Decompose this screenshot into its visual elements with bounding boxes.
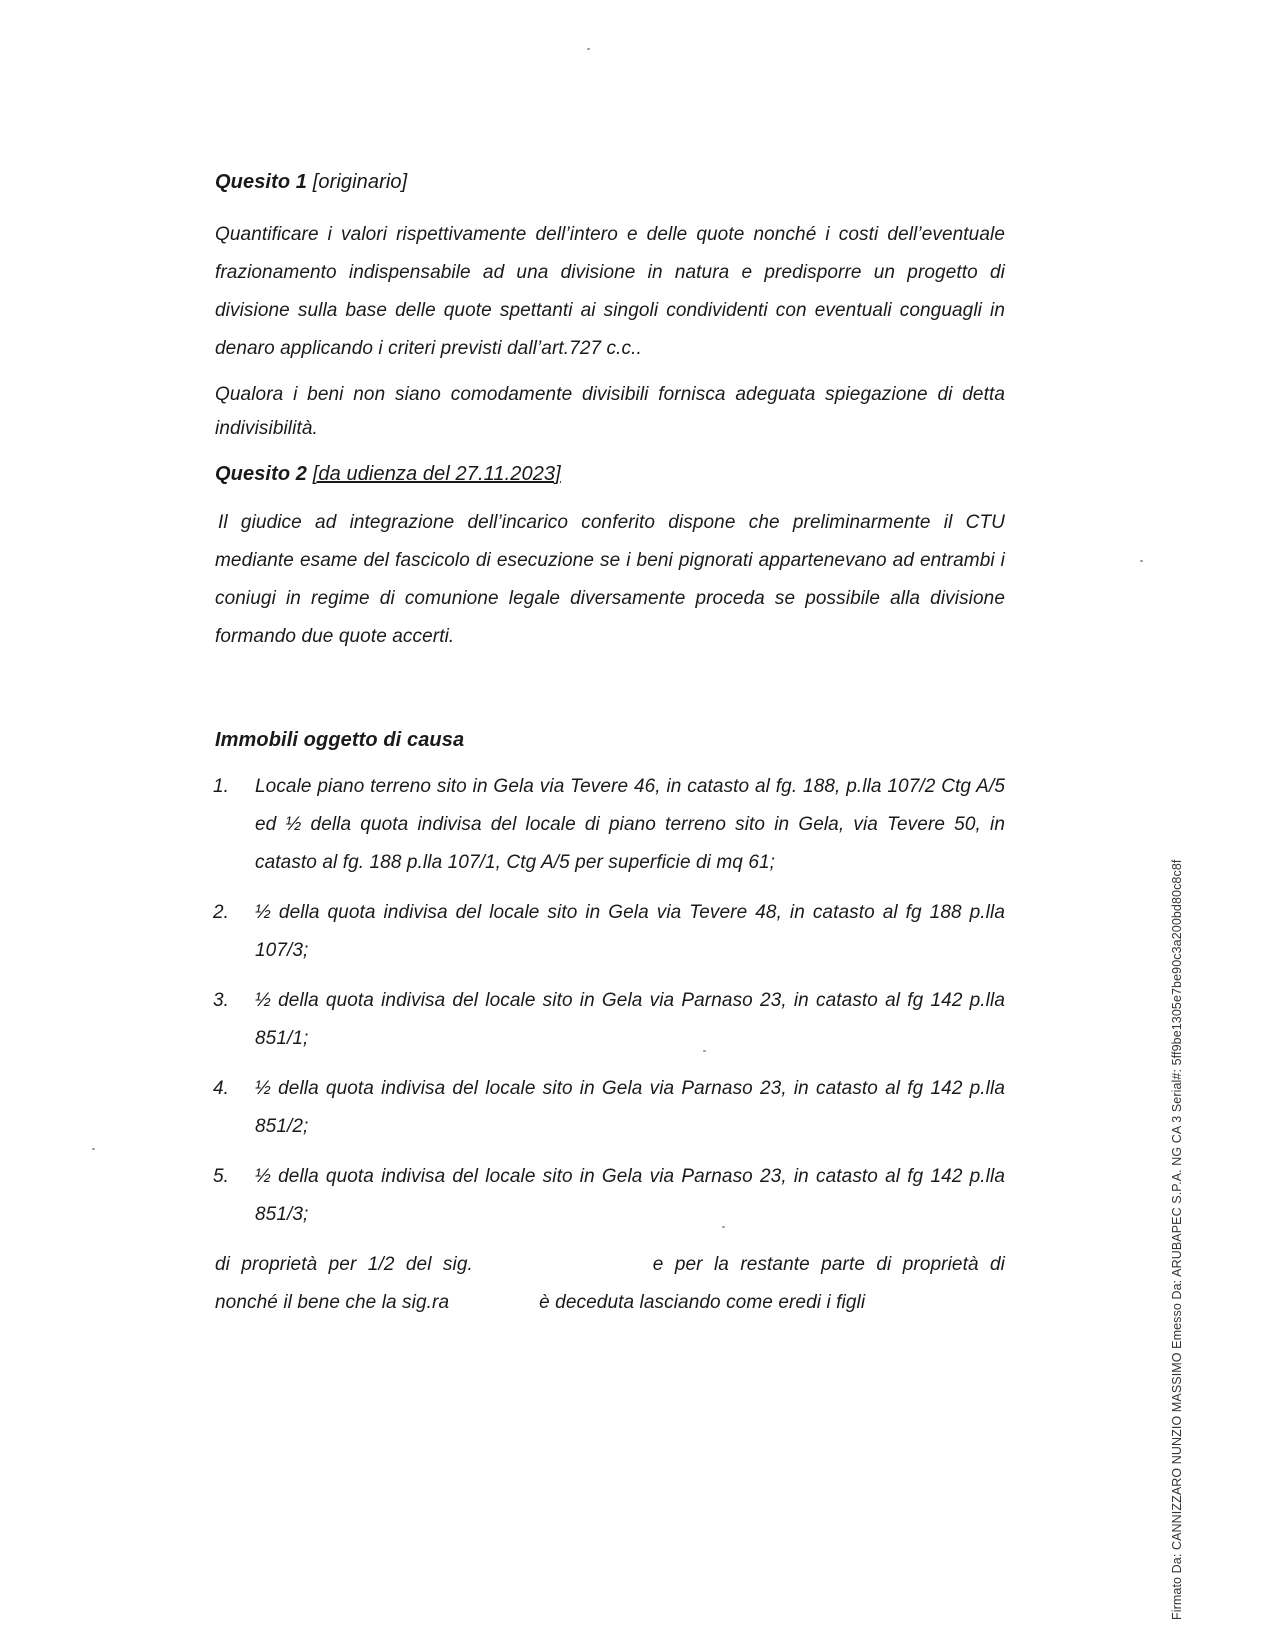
heading-note: [da udienza del 27.11.2023] (312, 463, 561, 485)
heading-note: [originario] (312, 171, 408, 193)
list-item (215, 894, 1005, 970)
item-text: ½ della quota indivisa del locale sito in Gela via Parnaso 23, in catasto al fg 142 p.lla 851/1; (255, 990, 1005, 1049)
closing-line-1 (215, 1246, 1005, 1284)
list-item (215, 982, 1005, 1058)
immobili-list (215, 768, 1005, 1234)
closing-text: di proprietà per 1/2 del sig. (215, 1254, 473, 1275)
quesito-1-paragraph-2: Qualora i beni non siano comodamente divisibili fornisca adeguata spiegazione di detta indivisibilità. (215, 384, 1005, 439)
scan-speck (587, 48, 590, 50)
digital-signature-stamp: Firmato Da: CANNIZZARO NUNZIO MASSIMO Emesso Da: ARUBAPEC S.P.A. NG CA 3 Serial#: 5ff9be1305e7be90c3a200bd80c8c8f (1170, 859, 1184, 1620)
heading-title: Quesito 2 (215, 463, 308, 485)
closing-line-2 (215, 1284, 1005, 1322)
heading-quesito-1 (215, 168, 1005, 196)
list-item (215, 768, 1005, 882)
list-item (215, 1070, 1005, 1146)
heading-quesito-2 (215, 460, 1005, 488)
scan-speck (722, 1226, 725, 1228)
item-number: 2. (213, 902, 230, 923)
item-text: ½ della quota indivisa del locale sito in Gela via Tevere 48, in catasto al fg 188 p.lla 107/3; (255, 902, 1005, 961)
heading-immobili: Immobili oggetto di causa (215, 729, 465, 751)
item-text: ½ della quota indivisa del locale sito in Gela via Parnaso 23, in catasto al fg 142 p.lla 851/3; (255, 1166, 1005, 1225)
closing-text: nonché il bene che la sig.ra (215, 1292, 450, 1313)
scan-speck (92, 1148, 95, 1150)
item-number: 4. (213, 1078, 230, 1099)
item-text: Locale piano terreno sito in Gela via Tevere 46, in catasto al fg. 188, p.lla 107/2 Ctg A/5 ed ½ della quota indivisa del locale di piano terreno sito in Gela, via Tevere 50, in catasto al fg. 188 p.lla 107/1, Ctg A/5 per superficie di mq 61; (255, 776, 1005, 873)
quesito-2-paragraph-1: Il giudice ad integrazione dell’incarico conferito dispone che preliminarmente il CTU mediante esame del fascicolo di esecuzione se i beni pignorati appartenevano ad entrambi i coniugi in regime di comunione legale diversamente proceda se possibile alla divisione formando due quote accerti. (215, 512, 1005, 647)
closing-text: è deceduta lasciando come eredi i figli (539, 1292, 866, 1313)
list-item (215, 1158, 1005, 1234)
item-text: ½ della quota indivisa del locale sito in Gela via Parnaso 23, in catasto al fg 142 p.lla 851/2; (255, 1078, 1005, 1137)
scan-speck (1140, 560, 1143, 562)
item-number: 3. (213, 990, 230, 1011)
scan-speck (703, 1050, 706, 1052)
item-number: 5. (213, 1166, 230, 1187)
heading-title: Quesito 1 (215, 171, 308, 193)
item-number: 1. (213, 776, 230, 797)
quesito-1-paragraph-1: Quantificare i valori rispettivamente dell’intero e delle quote nonché i costi dell’eventuale frazionamento indispensabile ad una divisione in natura e predisporre un progetto di divisione sulla base delle quote spettanti ai singoli condividenti con eventuali conguagli in denaro applicando i criteri previsti dall’art.727 c.c.. (215, 224, 1005, 359)
closing-paragraph (215, 1246, 1005, 1322)
document-body (215, 168, 1005, 1322)
closing-text: e per la restante parte di proprietà di (652, 1254, 1005, 1275)
